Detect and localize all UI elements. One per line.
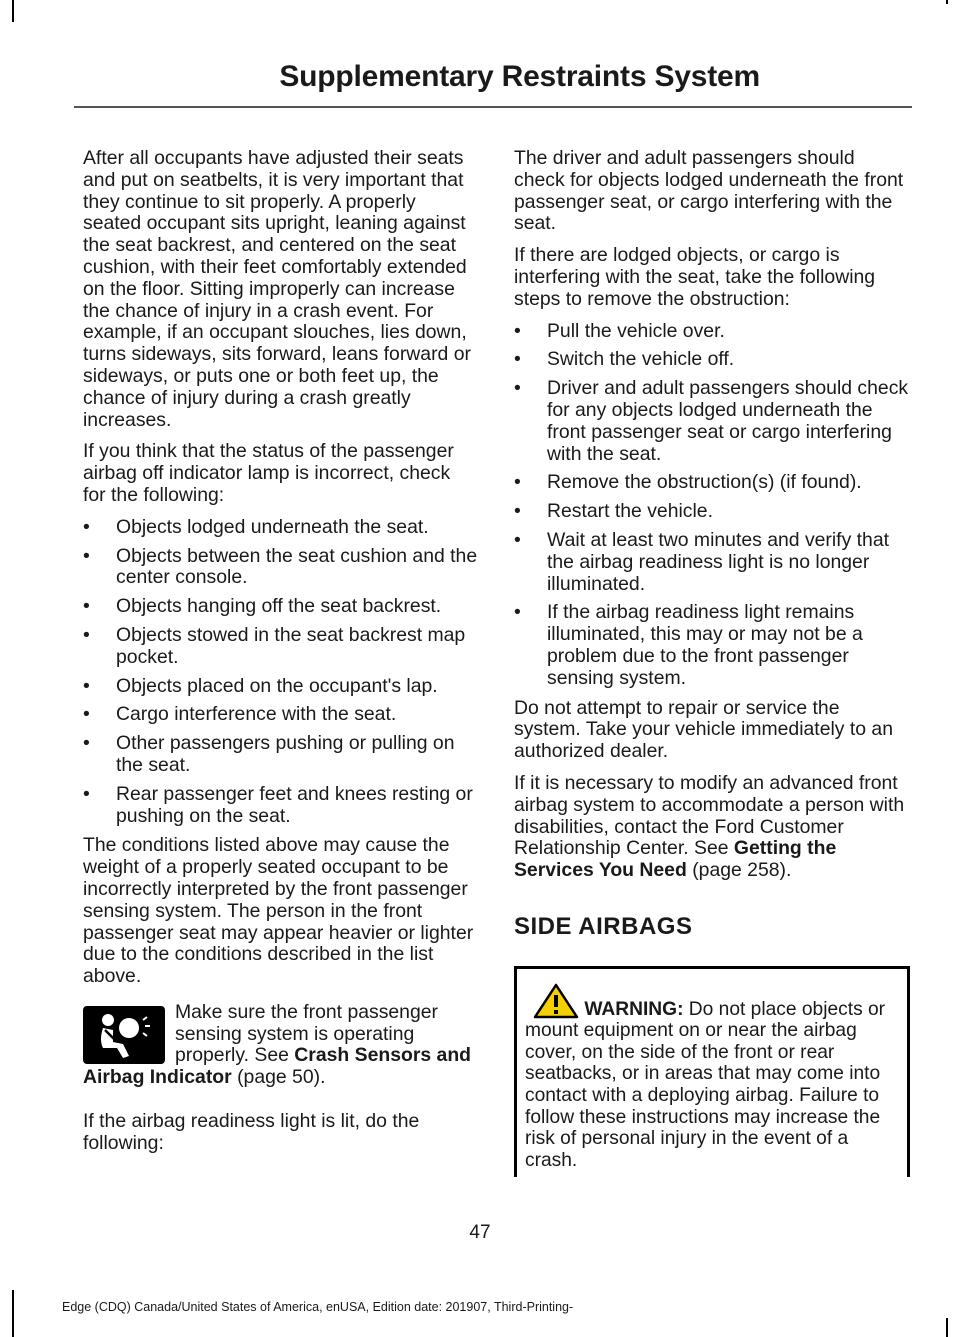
warning-text: Do not place objects or mount equipment on or near the airbag cover, on the side of the front or rear seatbacks, or in areas that may come into contact with a deploying airbag. Failure to follow these instructions may increase the risk of personal injury in the event of a crash. [525, 998, 886, 1171]
warning-box [514, 966, 910, 1178]
right-column [514, 148, 910, 1177]
paragraph: The conditions listed above may cause the weight of a properly seated occupant to be incorrectly interpreted by the front passenger sensing system. The person in the front passenger seat may appear heavier or lighter due to the conditions described in the list above. [83, 834, 474, 988]
list-item: • Rear passenger feet and knees resting or pushing on the seat. [83, 784, 478, 828]
list-item: • Remove the obstruction(s) (if found). [514, 472, 910, 494]
paragraph: After all occupants have adjusted their seats and put on seatbelts, it is very important that they continue to sit properly. A properly seated occupant sits upright, leaning against the seat backrest, and centered on the seat cushion, with their feet comfortably extended on the floor. Sitting improperly can increase the chance of injury in a crash event. For example, if an occupant slouches, lies down, turns sideways, sits forward, leans forward or sideways, or puts one or both feet up, the chance of injury during a crash greatly increases. [83, 147, 471, 431]
list-item: • Driver and adult passengers should check for any objects lodged underneath the front passenger seat or cargo interfering with the seat. [514, 378, 910, 465]
list-item: • If the airbag readiness light remains illuminated, this may or may not be a problem due to the front passenger sensing system. [514, 602, 910, 689]
list-item: • Pull the vehicle over. [514, 321, 910, 343]
crash-sensors-link[interactable]: Crash Sensors and Airbag Indicator [83, 1044, 472, 1089]
services-note-page: (page 258). [686, 859, 792, 882]
header-divider [74, 106, 912, 108]
list-item: • Objects hanging off the seat backrest. [83, 596, 478, 618]
page-number: 47 [469, 1222, 491, 1243]
crop-mark [946, 1318, 948, 1337]
page-header-title: Supplementary Restraints System [279, 60, 760, 93]
list-item: • Other passengers pushing or pulling on the seat. [83, 733, 478, 777]
warning-label: WARNING: [584, 998, 684, 1020]
list-item: • Switch the vehicle off. [514, 349, 910, 371]
footer-edition-text: Edge (CDQ) Canada/United States of America, enUSA, Edition date: 201907, Third-Printing- [62, 1300, 574, 1314]
paragraph [514, 773, 910, 882]
paragraph: The driver and adult passengers should check for objects lodged underneath the front passenger seat, or cargo interfering with the seat. [514, 147, 904, 235]
paragraph: If you think that the status of the passenger airbag off indicator lamp is incorrect, check for the following: [83, 440, 454, 506]
list-item: • Objects lodged underneath the seat. [83, 517, 478, 539]
paragraph: If the airbag readiness light is lit, do the following: [83, 1110, 420, 1154]
left-column [83, 148, 478, 1165]
list-item: • Wait at least two minutes and verify that the airbag readiness light is no longer illuminated. [514, 530, 910, 595]
list-item: • Objects stowed in the seat backrest map pocket. [83, 625, 478, 669]
crop-mark [12, 1290, 14, 1337]
services-note-text: If it is necessary to modify an advanced front airbag system to accommodate a person with disabilities, contact the Ford Customer Relationship Center. See [514, 771, 905, 860]
airbag-note-text: Make sure the front passenger sensing system is operating properly. See [175, 1001, 438, 1067]
list-item: • Cargo interference with the seat. [83, 704, 478, 726]
steps-list [514, 321, 910, 690]
crop-mark [12, 0, 14, 22]
airbag-warning-icon [83, 1006, 165, 1064]
airbag-note [83, 1002, 478, 1089]
check-list [83, 517, 478, 828]
airbag-note-page: (page 50). [231, 1066, 326, 1089]
paragraph: If there are lodged objects, or cargo is interfering with the seat, take the following steps to remove the obstruction: [514, 244, 876, 310]
crop-mark [946, 0, 948, 4]
paragraph: Do not attempt to repair or service the system. Take your vehicle immediately to an authorized dealer. [514, 696, 893, 763]
section-heading: SIDE AIRBAGS [514, 912, 693, 940]
warning-triangle-icon [533, 983, 579, 1019]
list-item: • Objects placed on the occupant's lap. [83, 676, 478, 698]
list-item: • Restart the vehicle. [514, 501, 910, 523]
list-item: • Objects between the seat cushion and the center console. [83, 546, 478, 590]
getting-services-link[interactable]: Getting the Services You Need [514, 837, 837, 882]
